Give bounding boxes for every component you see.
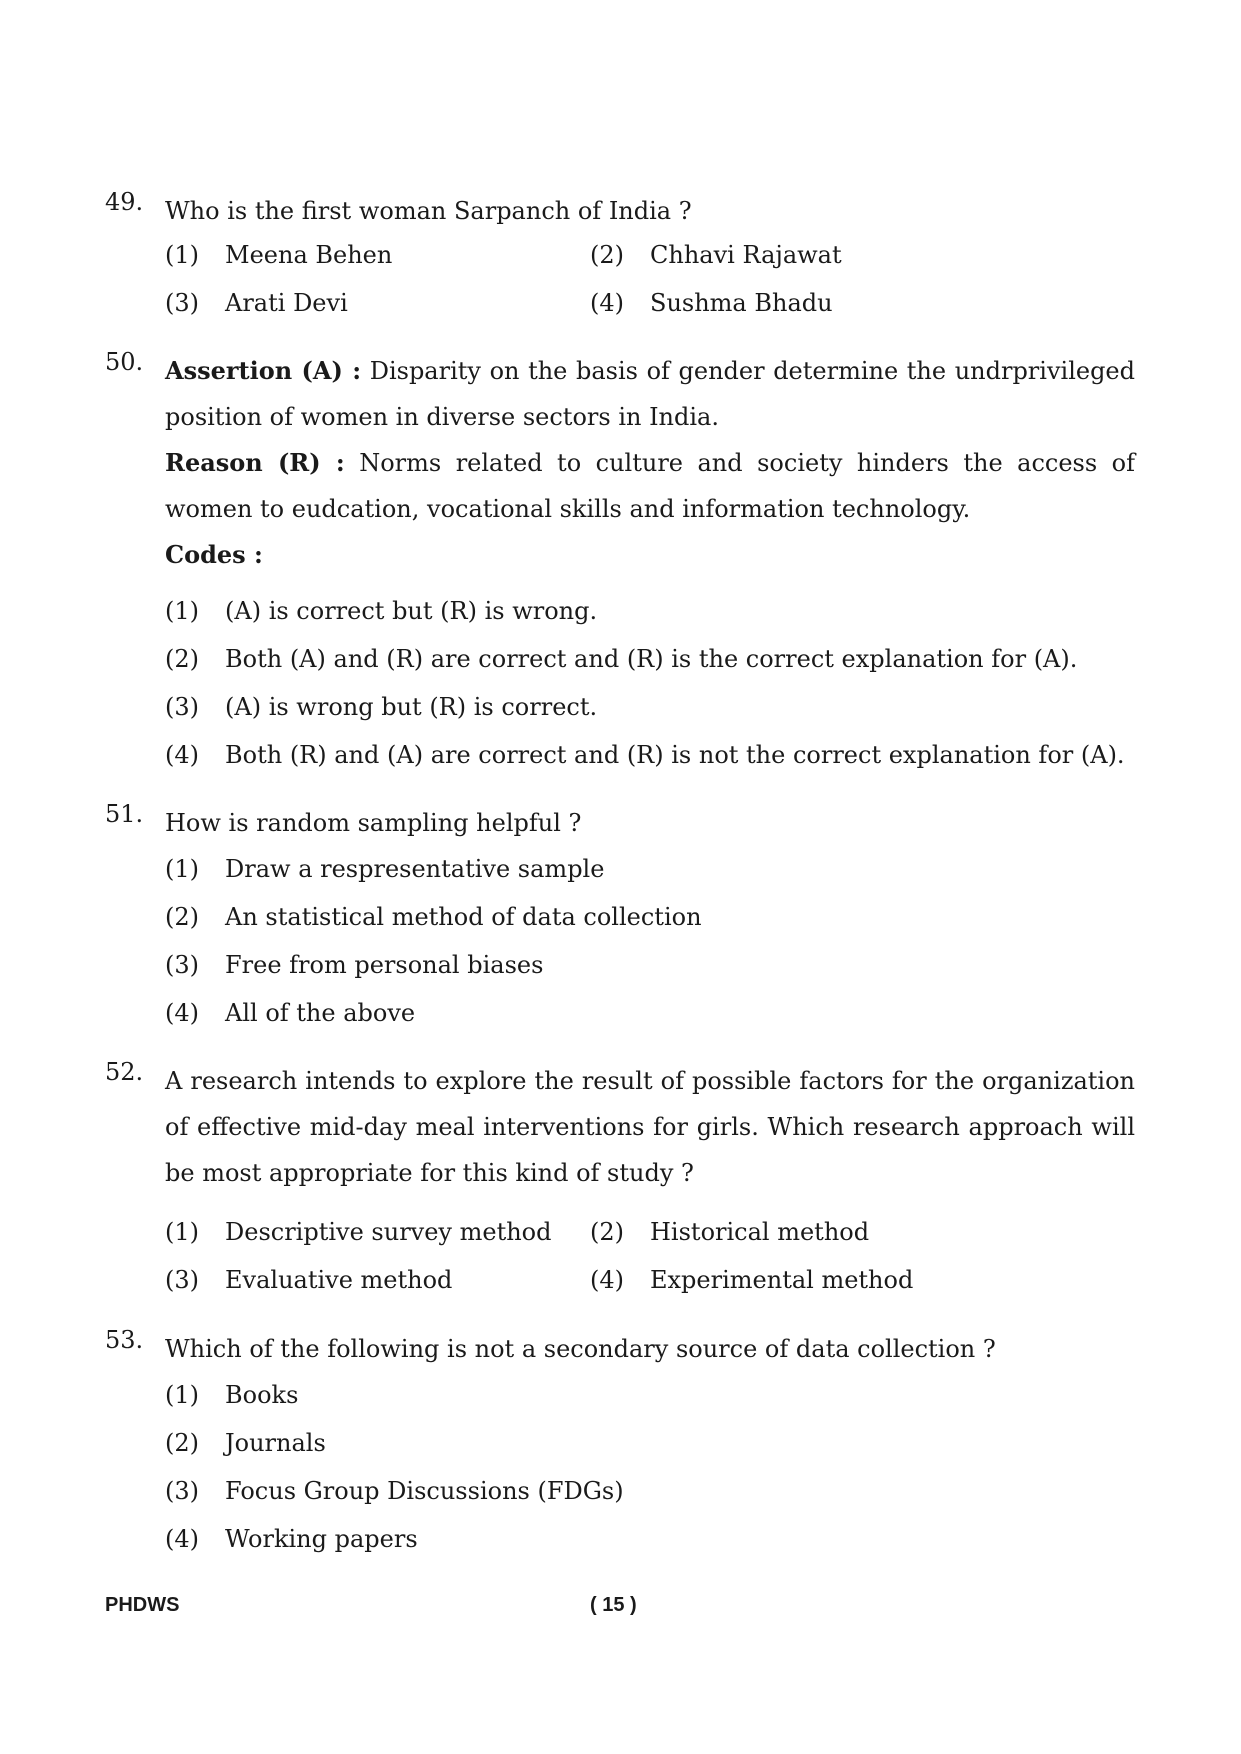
assertion-block <box>165 348 1135 440</box>
page-number: ( 15 ) <box>590 1594 637 1616</box>
option-number: (3) <box>165 289 199 317</box>
option-text: Focus Group Discussions (FDGs) <box>225 1477 624 1505</box>
question-number: 50. <box>105 348 144 376</box>
option-number: (3) <box>165 951 199 979</box>
option-number: (4) <box>165 1525 199 1553</box>
question-text: Which of the following is not a secondary source of data collection ? <box>165 1335 996 1363</box>
reason-label: Reason (R) : <box>165 448 345 477</box>
option-text: Experimental method <box>650 1266 914 1294</box>
option-number: (2) <box>165 903 199 931</box>
option-text: Working papers <box>225 1525 418 1553</box>
reason-block <box>165 440 1135 532</box>
option-text: An statistical method of data collection <box>225 903 702 931</box>
question-number: 51. <box>105 800 144 828</box>
option-text: Books <box>225 1381 299 1409</box>
question-50 <box>105 348 1135 578</box>
option-text: Chhavi Rajawat <box>650 241 842 269</box>
option-text: Both (A) and (R) are correct and (R) is the correct explanation for (A). <box>225 645 1078 673</box>
question-text: Who is the first woman Sarpanch of India ? <box>165 197 692 225</box>
option-text: (A) is wrong but (R) is correct. <box>225 693 598 721</box>
option-text: Arati Devi <box>225 289 348 317</box>
question-text: How is random sampling helpful ? <box>165 809 582 837</box>
option-number: (1) <box>165 855 199 883</box>
option-number: (4) <box>590 289 624 317</box>
question-51 <box>105 800 1135 846</box>
option-text: Both (R) and (A) are correct and (R) is not the correct explanation for (A). <box>225 741 1125 769</box>
option-number: (1) <box>165 241 199 269</box>
option-number: (3) <box>165 1266 199 1294</box>
question-number: 49. <box>105 188 144 216</box>
option-text: Draw a respresentative sample <box>225 855 605 883</box>
option-text: Free from personal biases <box>225 951 544 979</box>
option-text: All of the above <box>225 999 416 1027</box>
question-49 <box>105 188 1135 234</box>
reason-text: Norms related to culture and society hinders the access of women to eudcation, vocational skills and information technology. <box>165 449 1135 523</box>
question-number: 52. <box>105 1058 144 1086</box>
option-number: (2) <box>590 1218 624 1246</box>
option-text: Descriptive survey method <box>225 1218 552 1246</box>
option-number: (1) <box>165 1381 199 1409</box>
option-number: (1) <box>165 1218 199 1246</box>
question-number: 53. <box>105 1326 144 1354</box>
option-number: (1) <box>165 597 199 625</box>
option-number: (2) <box>590 241 624 269</box>
assertion-text: Disparity on the basis of gender determine the undrprivileged position of women in diverse sectors in India. <box>165 357 1135 431</box>
option-number: (3) <box>165 1477 199 1505</box>
option-number: (4) <box>590 1266 624 1294</box>
option-text: Evaluative method <box>225 1266 453 1294</box>
option-text: Historical method <box>650 1218 870 1246</box>
option-number: (3) <box>165 693 199 721</box>
option-text: Meena Behen <box>225 241 393 269</box>
option-number: (4) <box>165 999 199 1027</box>
option-number: (2) <box>165 1429 199 1457</box>
question-53 <box>105 1326 1135 1372</box>
option-text: Journals <box>225 1429 326 1457</box>
codes-label: Codes : <box>165 540 263 569</box>
option-text: (A) is correct but (R) is wrong. <box>225 597 598 625</box>
option-number: (4) <box>165 741 199 769</box>
footer-code: PHDWS <box>105 1594 180 1616</box>
assertion-label: Assertion (A) : <box>165 356 362 385</box>
option-number: (2) <box>165 645 199 673</box>
question-52 <box>105 1058 1135 1196</box>
option-text: Sushma Bhadu <box>650 289 833 317</box>
question-text: A research intends to explore the result of possible factors for the organization of effective mid-day meal interventions for girls. Which research approach will be most appropriate for this kind of study ? <box>165 1067 1135 1187</box>
